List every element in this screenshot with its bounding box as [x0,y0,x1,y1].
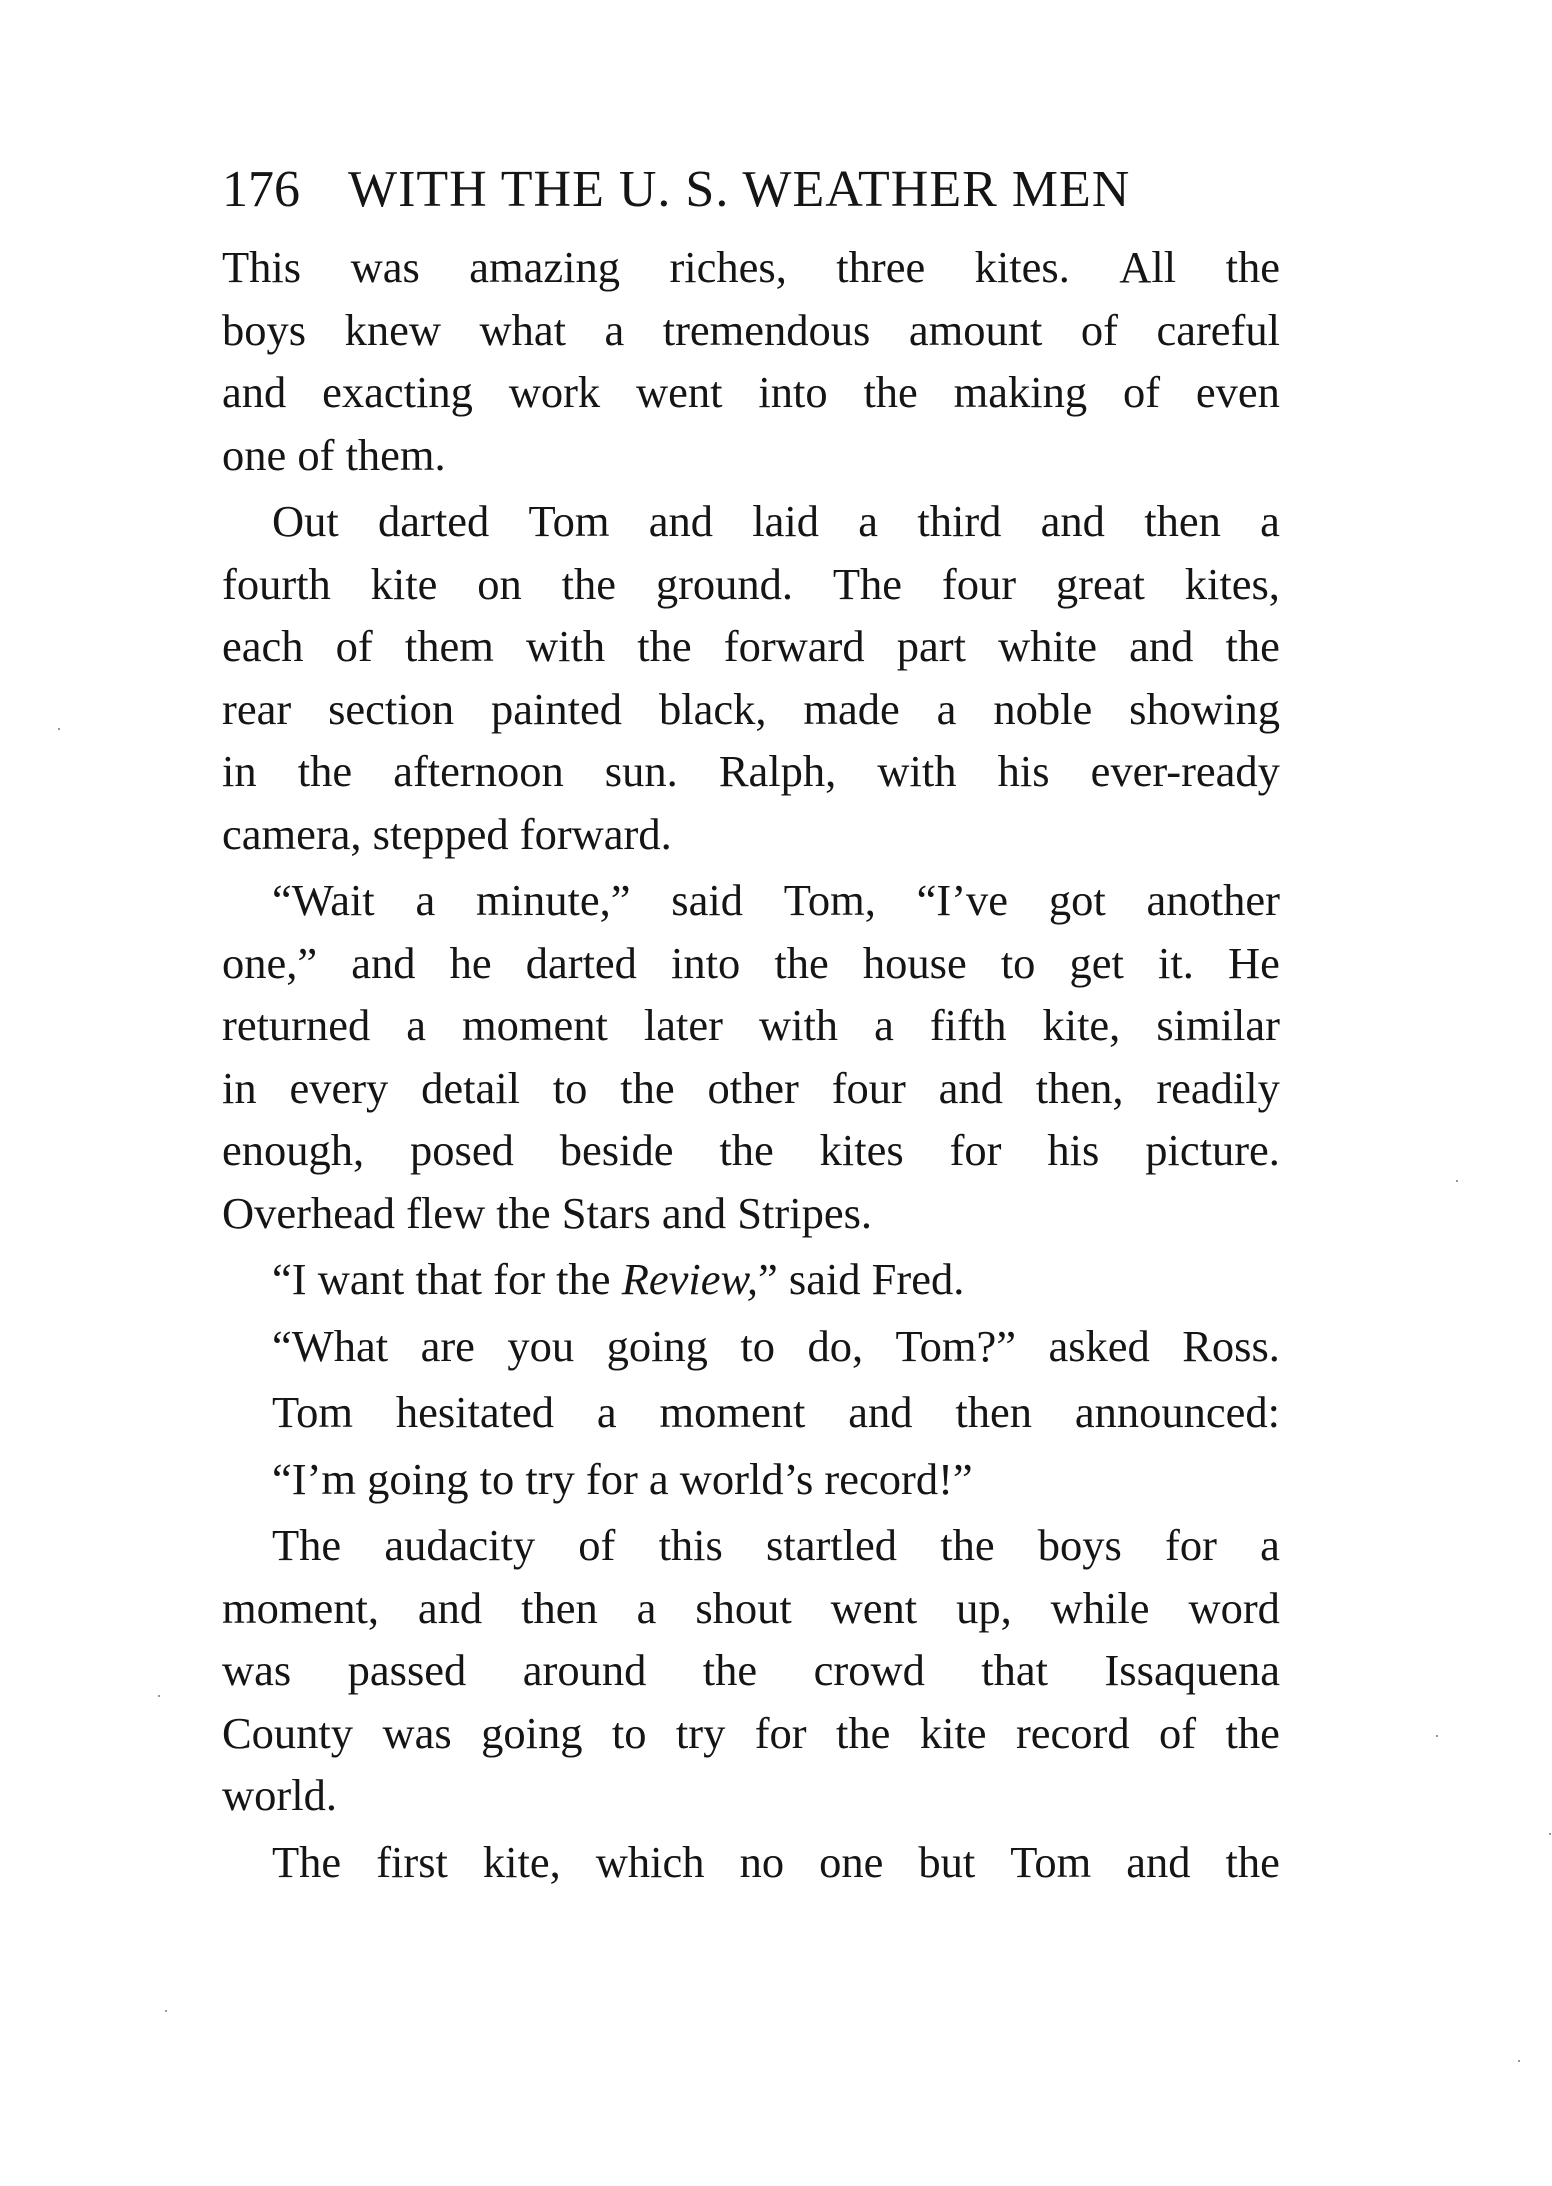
text-line [222,490,1280,553]
word: for [949,1125,1002,1175]
word: three [836,242,926,292]
word: County [222,1707,354,1758]
word: then [955,1387,1032,1437]
word: crowd [813,1645,925,1695]
paragraph [222,490,1280,865]
paragraph [222,1315,1280,1378]
word: darted [525,937,637,988]
word: knew [344,304,441,355]
word: each [222,621,304,671]
text-line [222,1514,1280,1577]
word: moment [462,1000,608,1050]
paragraph [222,1514,1280,1827]
word: similar [1156,1000,1280,1050]
paragraph [222,1381,1280,1444]
word: word [1188,1582,1280,1633]
quote-end: ” said Fred. [758,1254,965,1304]
word: then [521,1582,598,1633]
word: noble [993,683,1093,734]
text-line: camera, stepped forward. [222,808,672,859]
word: the [1225,1836,1280,1887]
word: his [997,746,1050,796]
word: for [1165,1520,1217,1570]
word: section [328,683,455,734]
word: and [222,367,287,417]
word: Ross. [1182,1320,1280,1371]
word: This [222,242,302,292]
word: kites, [1184,558,1280,609]
word: of [1159,1707,1197,1758]
quote-start: “I want that for the [272,1254,622,1304]
word: posed [410,1125,514,1175]
word: boys [222,304,307,355]
running-title: WITH THE U. S. WEATHER MEN [348,161,1131,218]
word: kite, [482,1836,561,1887]
word: house [862,937,967,988]
word: was [222,1645,292,1695]
word: one,” [222,937,318,988]
word: them [404,621,494,671]
word: no [739,1836,785,1887]
word: the [1225,1707,1280,1758]
word: announced: [1074,1387,1280,1437]
word: into [758,367,828,417]
word: a [406,1000,427,1050]
word: careful [1156,304,1280,355]
scan-speck [1456,1180,1458,1182]
word: amount [908,304,1043,355]
text-line [222,299,1280,362]
word: going [606,1320,708,1371]
text-line [222,1381,1280,1444]
text-line [222,1702,1280,1765]
word: a [415,875,436,925]
word: of [578,1520,616,1570]
word: try [675,1707,726,1758]
word: Tom?” [895,1320,1016,1371]
word: the [863,367,918,417]
word: painted [491,683,623,734]
word: startled [766,1520,898,1570]
word: The [272,1520,342,1570]
word: a [874,1000,894,1050]
word: the [620,1062,675,1113]
word: Tom [528,496,610,546]
word: and [351,937,416,988]
word: but [918,1836,976,1887]
word: fifth [929,1000,1007,1050]
word: audacity [384,1520,536,1570]
book-page [222,150,1280,1893]
word: moment [659,1387,806,1437]
word: sun. [604,746,678,796]
word: the [297,746,353,796]
word: get [1069,937,1124,988]
word: he [449,937,492,988]
word: got [1048,875,1106,925]
word: said [671,875,743,925]
word: the [774,937,829,988]
word: of [1080,304,1118,355]
text-line [222,994,1280,1057]
word: with [877,746,957,796]
page-body [222,236,1280,1893]
word: then [1144,496,1221,546]
word: while [1050,1582,1150,1633]
word: a [604,304,625,355]
word: went [636,367,723,417]
word: was [382,1707,452,1758]
word: hesitated [395,1387,554,1437]
word: ever-ready [1090,746,1280,796]
word: shout [695,1582,792,1633]
word: detail [421,1062,520,1113]
word: fourth [222,558,331,609]
word: “I’ve [916,875,1009,925]
word: of [335,621,373,671]
word: up, [956,1582,1012,1633]
word: every [289,1062,389,1113]
scan-speck [1549,1833,1551,1835]
word: ground. [655,558,794,609]
word: He [1228,937,1280,988]
scan-speck [1518,2060,1520,2062]
text-line [222,678,1280,741]
word: laid [752,496,820,546]
word: and [848,1387,913,1437]
word: a [858,496,879,546]
word: Ralph, [718,746,837,796]
word: which [595,1836,705,1887]
word: of [1122,367,1161,417]
text-line [222,361,1280,424]
word: great [1055,558,1145,609]
scan-speck [165,2010,167,2012]
word: showing [1129,683,1280,734]
word: a [596,1387,617,1437]
word: The [272,1836,342,1887]
word: around [522,1645,647,1695]
scan-speck [1436,1735,1438,1737]
text-line [222,1577,1280,1640]
word: work [508,367,601,417]
page-number: 176 [222,161,300,218]
word: and [417,1582,483,1633]
word: to [740,1320,776,1371]
word: Issaquena [1104,1645,1280,1695]
word: what [479,304,566,355]
text-line [222,1315,1280,1378]
word: a [936,683,957,734]
word: the [702,1645,758,1695]
word: and [648,496,713,546]
text-line: “I’m going to try for a world’s record!” [272,1453,973,1504]
word: in [222,1062,257,1113]
word: the [561,558,616,609]
word: on [477,558,522,609]
word: and [1126,1836,1191,1887]
word: even [1195,367,1280,417]
paragraph [222,869,1280,1244]
word: readily [1156,1062,1280,1113]
text-line [222,1057,1280,1120]
word: four [941,558,1017,609]
text-line [222,869,1280,932]
word: beside [559,1125,674,1175]
word: rear [222,683,292,734]
word: the [1225,621,1280,671]
word: was [350,242,420,292]
text-line [222,932,1280,995]
word: riches, [669,242,787,292]
word: to [1000,937,1036,988]
word: record [1015,1707,1130,1758]
word: first [376,1836,448,1887]
word: made [803,683,900,734]
word: the [1225,242,1280,292]
word: making [953,367,1088,417]
scan-speck [58,728,60,730]
word: his [1047,1125,1100,1175]
word: white [998,621,1097,671]
word: this [658,1520,723,1570]
word: a [1260,496,1280,546]
word: the [719,1125,774,1175]
paragraph [222,1448,1280,1511]
word: other [707,1062,799,1113]
word: “What [272,1320,389,1371]
word: Tom [1010,1836,1092,1887]
word: the [836,1707,891,1758]
word: kites. [974,242,1070,292]
word: a [636,1582,657,1633]
word: for [754,1707,807,1758]
word: a [1260,1520,1280,1570]
word: and [1040,496,1105,546]
word: kite, [1042,1000,1121,1050]
word: and [938,1062,1003,1113]
word: The [832,558,903,609]
word: another [1146,875,1280,925]
word: passed [347,1645,467,1695]
text-line [222,1639,1280,1702]
word: returned [222,1000,371,1050]
word: Tom, [783,875,876,925]
word: that [981,1645,1049,1695]
word: black, [658,683,767,734]
word: minute,” [476,875,631,925]
publication-title: Review, [621,1254,758,1304]
paragraph [222,1831,1280,1894]
word: boys [1037,1520,1122,1570]
word: to [611,1707,647,1758]
paragraph [222,1248,1280,1311]
text-line: one of them. [222,429,446,480]
word: third [917,496,1002,546]
word: going [481,1707,583,1758]
word: do, [807,1320,864,1371]
word: later [643,1000,723,1050]
word: Out [272,496,339,546]
word: then, [1035,1062,1124,1113]
word: one [819,1836,884,1887]
word: to [552,1062,588,1113]
word: are [420,1320,475,1371]
word: it. [1158,937,1194,988]
word: the [637,621,692,671]
word: “Wait [272,875,375,925]
word: went [830,1582,918,1633]
running-head [222,150,1280,230]
word: All [1119,242,1177,292]
word: kite [919,1707,987,1758]
word: with [526,621,606,671]
word: four [831,1062,906,1113]
text-line: Overhead flew the Stars and Stripes. [222,1187,873,1238]
word: in [222,746,257,796]
word: forward [723,621,865,671]
word: with [758,1000,839,1050]
text-line [222,740,1280,803]
word: tremendous [662,304,871,355]
word: moment, [222,1582,379,1633]
word: you [507,1320,575,1371]
text-line [222,615,1280,678]
scan-speck [158,1695,160,1697]
text-line [222,1248,1280,1311]
word: kites [819,1125,904,1175]
text-line [222,553,1280,616]
word: into [671,937,741,988]
text-line: world. [222,1770,337,1820]
word: asked [1048,1320,1150,1371]
word: exacting [322,367,473,417]
text-line [222,1119,1280,1182]
word: Tom [272,1387,353,1437]
word: enough, [222,1125,365,1175]
word: amazing [469,242,620,292]
word: kite [370,558,438,609]
word: and [1129,621,1194,671]
text-line [222,1831,1280,1894]
word: part [896,621,966,671]
word: the [940,1520,995,1570]
word: darted [378,496,490,546]
paragraph [222,236,1280,486]
word: picture. [1145,1125,1280,1175]
word: afternoon [393,746,564,796]
text-line [222,236,1280,299]
